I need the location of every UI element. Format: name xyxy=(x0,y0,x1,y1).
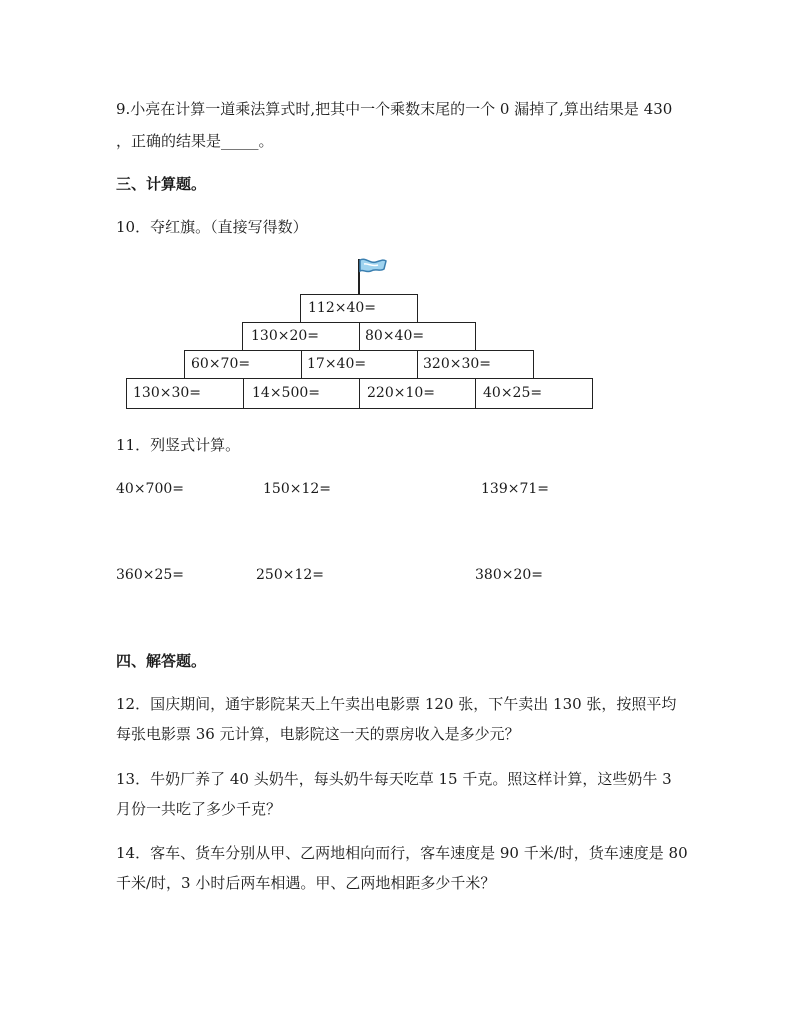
pyramid-cell: 80×40= xyxy=(365,328,425,344)
pyramid-cell: 112×40= xyxy=(308,300,376,316)
calc-item: 40×700= xyxy=(116,481,184,497)
flag-icon xyxy=(352,255,392,295)
q11-title: 11．列竖式计算。 xyxy=(116,436,241,454)
pyramid-cell: 17×40= xyxy=(307,356,367,372)
q9-line1: 9.小亮在计算一道乘法算式时,把其中一个乘数末尾的一个 0 漏掉了,算出结果是 430 xyxy=(116,100,673,118)
pyramid-row1 xyxy=(300,294,418,323)
pyramid-row2 xyxy=(242,322,476,351)
q9-line2: ，正确的结果是_____。 xyxy=(116,132,274,150)
pyramid-cell: 130×20= xyxy=(251,328,319,344)
calc-item: 139×71= xyxy=(481,481,549,497)
pyramid-cell: 130×30= xyxy=(133,385,201,401)
q14-line2: 千米/时，3 小时后两车相遇。甲、乙两地相距多少千米？ xyxy=(116,874,496,892)
calc-item: 250×12= xyxy=(256,567,324,583)
section3-title: 三、计算题。 xyxy=(116,175,207,193)
pyramid-row4 xyxy=(126,378,593,409)
q13-line1: 13．牛奶厂养了 40 头奶牛，每头奶牛每天吃草 15 千克。照这样计算，这些奶牛 3 xyxy=(116,770,672,788)
pyramid-cell: 60×70= xyxy=(191,356,251,372)
calc-item: 150×12= xyxy=(263,481,331,497)
pyramid-cell: 40×25= xyxy=(483,385,543,401)
calc-item: 380×20= xyxy=(475,567,543,583)
pyramid-row3 xyxy=(184,350,534,379)
q12-line2: 每张电影票 36 元计算，电影院这一天的票房收入是多少元？ xyxy=(116,725,520,743)
pyramid-cell: 14×500= xyxy=(252,385,320,401)
pyramid-cell: 320×30= xyxy=(423,356,491,372)
section4-title: 四、解答题。 xyxy=(116,652,207,670)
calc-item: 360×25= xyxy=(116,567,184,583)
q10-title: 10．夺红旗。（直接写得数） xyxy=(116,218,308,236)
q13-line2: 月份一共吃了多少千克？ xyxy=(116,800,282,818)
q12-line1: 12．国庆期间，通宇影院某天上午卖出电影票 120 张，下午卖出 130 张，按照平均 xyxy=(116,695,677,713)
pyramid-cell: 220×10= xyxy=(367,385,435,401)
q14-line1: 14．客车、货车分别从甲、乙两地相向而行，客车速度是 90 千米/时，货车速度是 80 xyxy=(116,844,688,862)
